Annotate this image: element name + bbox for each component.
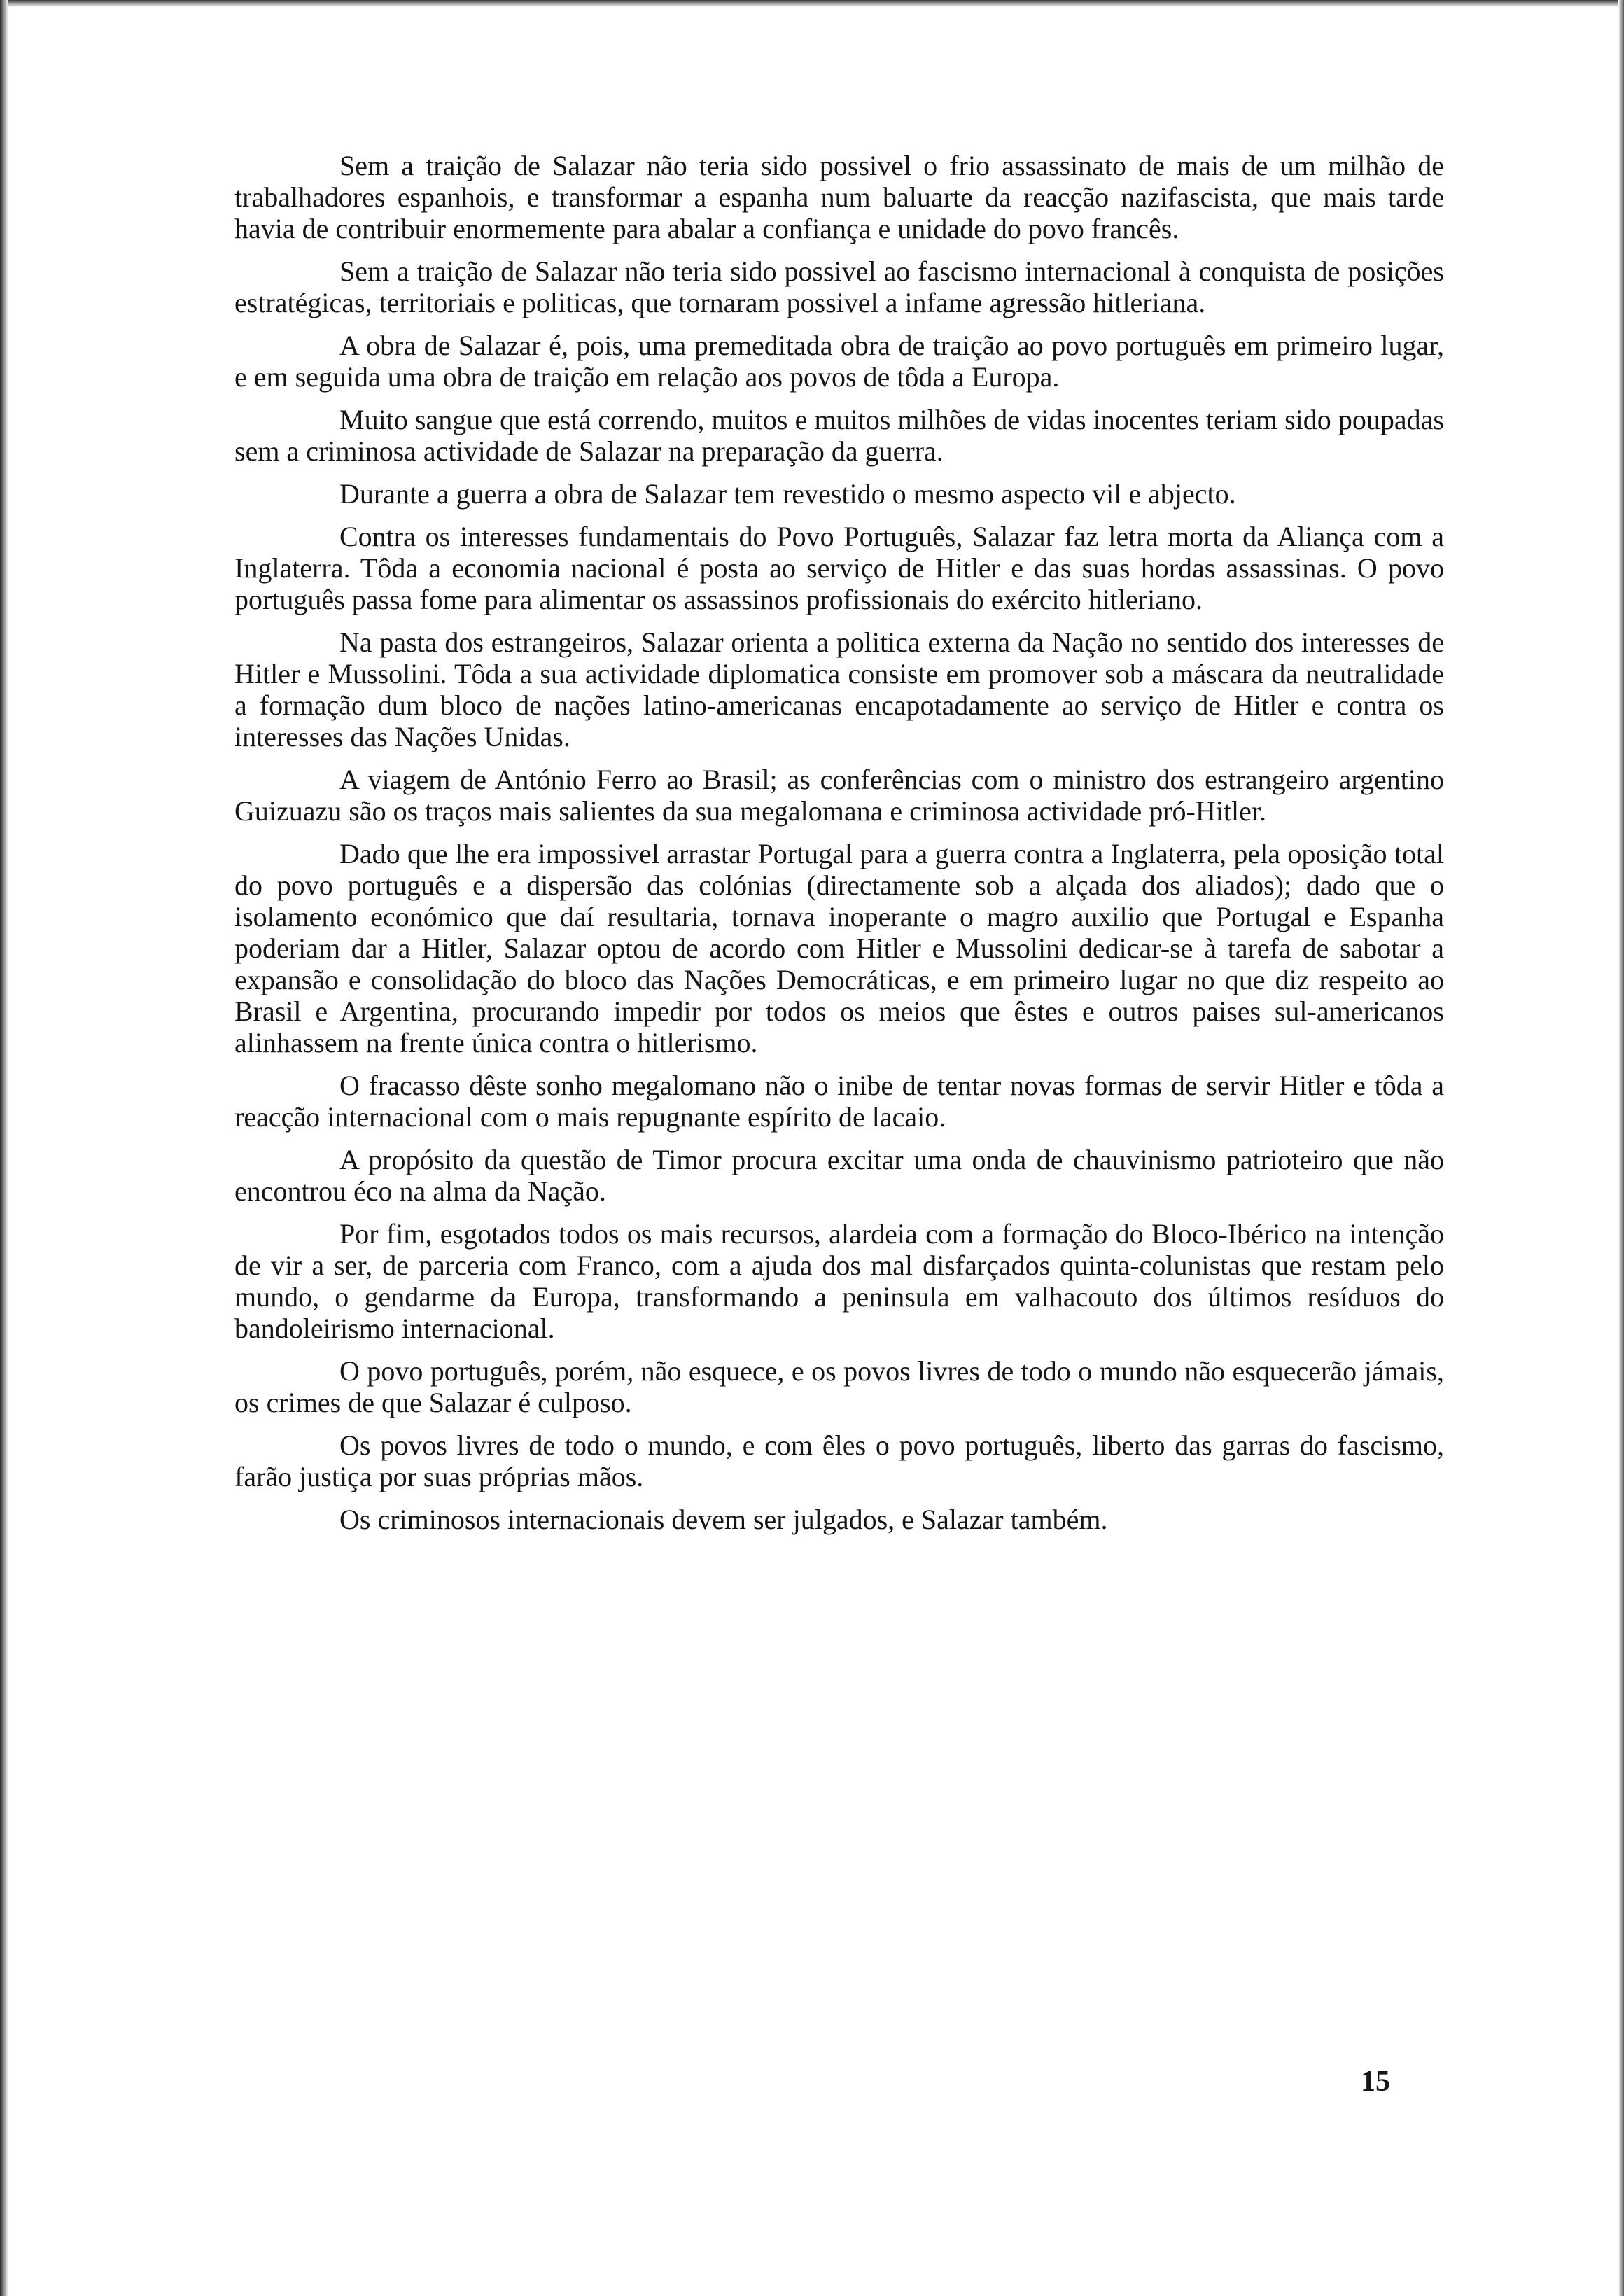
paragraph: Por fim, esgotados todos os mais recursos, alardeia com a formação do Bloco-Ibérico na intenção de vir a ser, de parceria com Franco, com a ajuda dos mal disfarçados quinta-colunistas que restam pelo mundo, o gendarme da Europa, transformando a peninsula em valhacouto dos últimos resíduos do bandoleirismo internacional. xyxy=(234,1218,1444,1344)
paragraph: Contra os interesses fundamentais do Povo Português, Salazar faz letra morta da Aliança com a Inglaterra. Tôda a economia nacional é posta ao serviço de Hitler e das suas hordas assassinas. O povo português passa fome para alimentar os assassinos profissionais do exército hitleriano. xyxy=(234,521,1444,615)
page-edge-right xyxy=(1618,0,1624,2296)
paragraph: Os povos livres de todo o mundo, e com êles o povo português, liberto das garras do fascismo, farão justiça por suas próprias mãos. xyxy=(234,1429,1444,1492)
paragraph: Sem a traição de Salazar não teria sido possivel ao fascismo internacional à conquista de posições estratégicas, territoriais e politicas, que tornaram possivel a infame agressão hitleriana. xyxy=(234,255,1444,318)
page-edge-top xyxy=(0,0,1624,7)
paragraph: O povo português, porém, não esquece, e os povos livres de todo o mundo não esquecerão jámais, os crimes de que Salazar é culposo. xyxy=(234,1355,1444,1418)
paragraph: Sem a traição de Salazar não teria sido possivel o frio assassinato de mais de um milhão de trabalhadores espanhois, e transformar a espanha num baluarte da reacção nazifascista, que mais tarde havia de contribuir enormemente para abalar a confiança e unidade do povo francês. xyxy=(234,150,1444,244)
paragraph: Muito sangue que está correndo, muitos e muitos milhões de vidas inocentes teriam sido poupadas sem a criminosa actividade de Salazar na preparação da guerra. xyxy=(234,404,1444,467)
page-edge-left xyxy=(0,0,8,2296)
paragraph: A propósito da questão de Timor procura excitar uma onda de chauvinismo patrioteiro que não encontrou éco na alma da Nação. xyxy=(234,1144,1444,1207)
paragraph: Na pasta dos estrangeiros, Salazar orienta a politica externa da Nação no sentido dos interesses de Hitler e Mussolini. Tôda a sua actividade diplomatica consiste em promover sob a máscara da neutralidade a formação dum bloco de nações latino-americanas encapotadamente ao serviço de Hitler e contra os interesses das Nações Unidas. xyxy=(234,626,1444,752)
document-body xyxy=(234,150,1444,1546)
paragraph: Dado que lhe era impossivel arrastar Portugal para a guerra contra a Inglaterra, pela oposição total do povo português e a dispersão das colónias (directamente sob a alçada dos aliados); dado que o isolamento económico que daí resultaria, tornava inoperante o magro auxilio que Portugal e Espanha poderiam dar a Hitler, Salazar optou de acordo com Hitler e Mussolini dedicar-se à tarefa de sabotar a expansão e consolidação do bloco das Nações Democráticas, e em primeiro lugar no que diz respeito ao Brasil e Argentina, procurando impedir por todos os meios que êstes e outros paises sul-americanos alinhassem na frente única contra o hitlerismo. xyxy=(234,838,1444,1058)
paragraph: A obra de Salazar é, pois, uma premeditada obra de traição ao povo português em primeiro lugar, e em seguida uma obra de traição em relação aos povos de tôda a Europa. xyxy=(234,330,1444,393)
paragraph: O fracasso dêste sonho megalomano não o inibe de tentar novas formas de servir Hitler e tôda a reacção internacional com o mais repugnante espírito de lacaio. xyxy=(234,1070,1444,1133)
paragraph: A viagem de António Ferro ao Brasil; as conferências com o ministro dos estrangeiro argentino Guizuazu são os traços mais salientes da sua megalomana e criminosa actividade pró-Hitler. xyxy=(234,764,1444,827)
page-number: 15 xyxy=(1361,2066,1390,2098)
paragraph: Os criminosos internacionais devem ser julgados, e Salazar também. xyxy=(340,1504,1108,1535)
paragraph: Durante a guerra a obra de Salazar tem revestido o mesmo aspecto vil e abjecto. xyxy=(340,478,1236,510)
